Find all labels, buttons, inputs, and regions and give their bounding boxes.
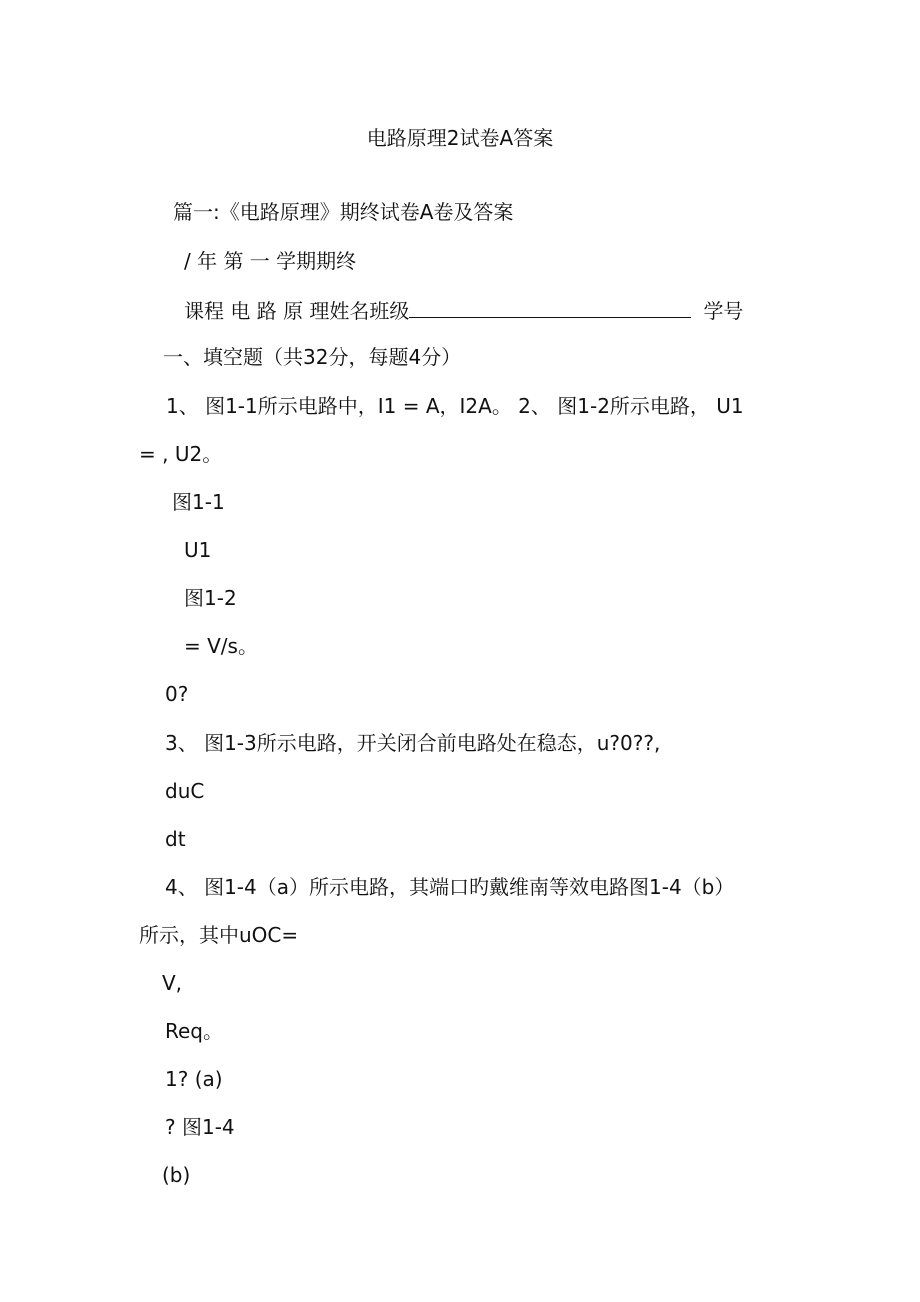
course-info-label: 课程 电 路 原 理姓名班级 xyxy=(184,299,410,323)
text-line-10: = V/s。 xyxy=(184,634,258,658)
text-line-21: (b) xyxy=(162,1163,191,1187)
text-line-12: 3、 图1-3所示电路，开关闭合前电路处在稳态，u?0??, xyxy=(165,731,661,755)
text-line-5: 1、 图1-1所示电路中，I1 = A，I2A。 2、 图1-2所示电路， U1 xyxy=(166,394,744,418)
text-line-17: V, xyxy=(162,971,183,995)
document-title: 电路原理2试卷A答案 xyxy=(366,126,554,150)
text-line-19: 1? (a) xyxy=(165,1067,223,1091)
text-line-6: = , U2。 xyxy=(139,442,223,466)
text-line-15: 4、 图1-4（a）所示电路，其端口旳戴维南等效电路图1-4（b） xyxy=(165,875,735,899)
text-line-11: 0? xyxy=(165,682,189,706)
text-line-13: duC xyxy=(165,779,205,803)
text-line-8: U1 xyxy=(184,538,212,562)
text-line-18: Req。 xyxy=(165,1019,223,1043)
text-line-16: 所示，其中uOC= xyxy=(139,923,299,947)
text-line-14: dt xyxy=(165,827,186,851)
answer-blank xyxy=(409,299,691,318)
text-line-7: 图1-1 xyxy=(172,490,225,514)
section-heading: 一、填空题（共32分，每题4分） xyxy=(163,345,462,369)
text-line-2: / 年 第 一 学期期终 xyxy=(184,249,357,273)
text-line-3 xyxy=(184,299,743,321)
text-line-9: 图1-2 xyxy=(184,586,237,610)
text-line-20: ? 图1-4 xyxy=(165,1115,235,1139)
student-id-label: 学号 xyxy=(703,299,744,323)
text-line-1: 篇一:《电路原理》期终试卷A卷及答案 xyxy=(173,200,514,224)
